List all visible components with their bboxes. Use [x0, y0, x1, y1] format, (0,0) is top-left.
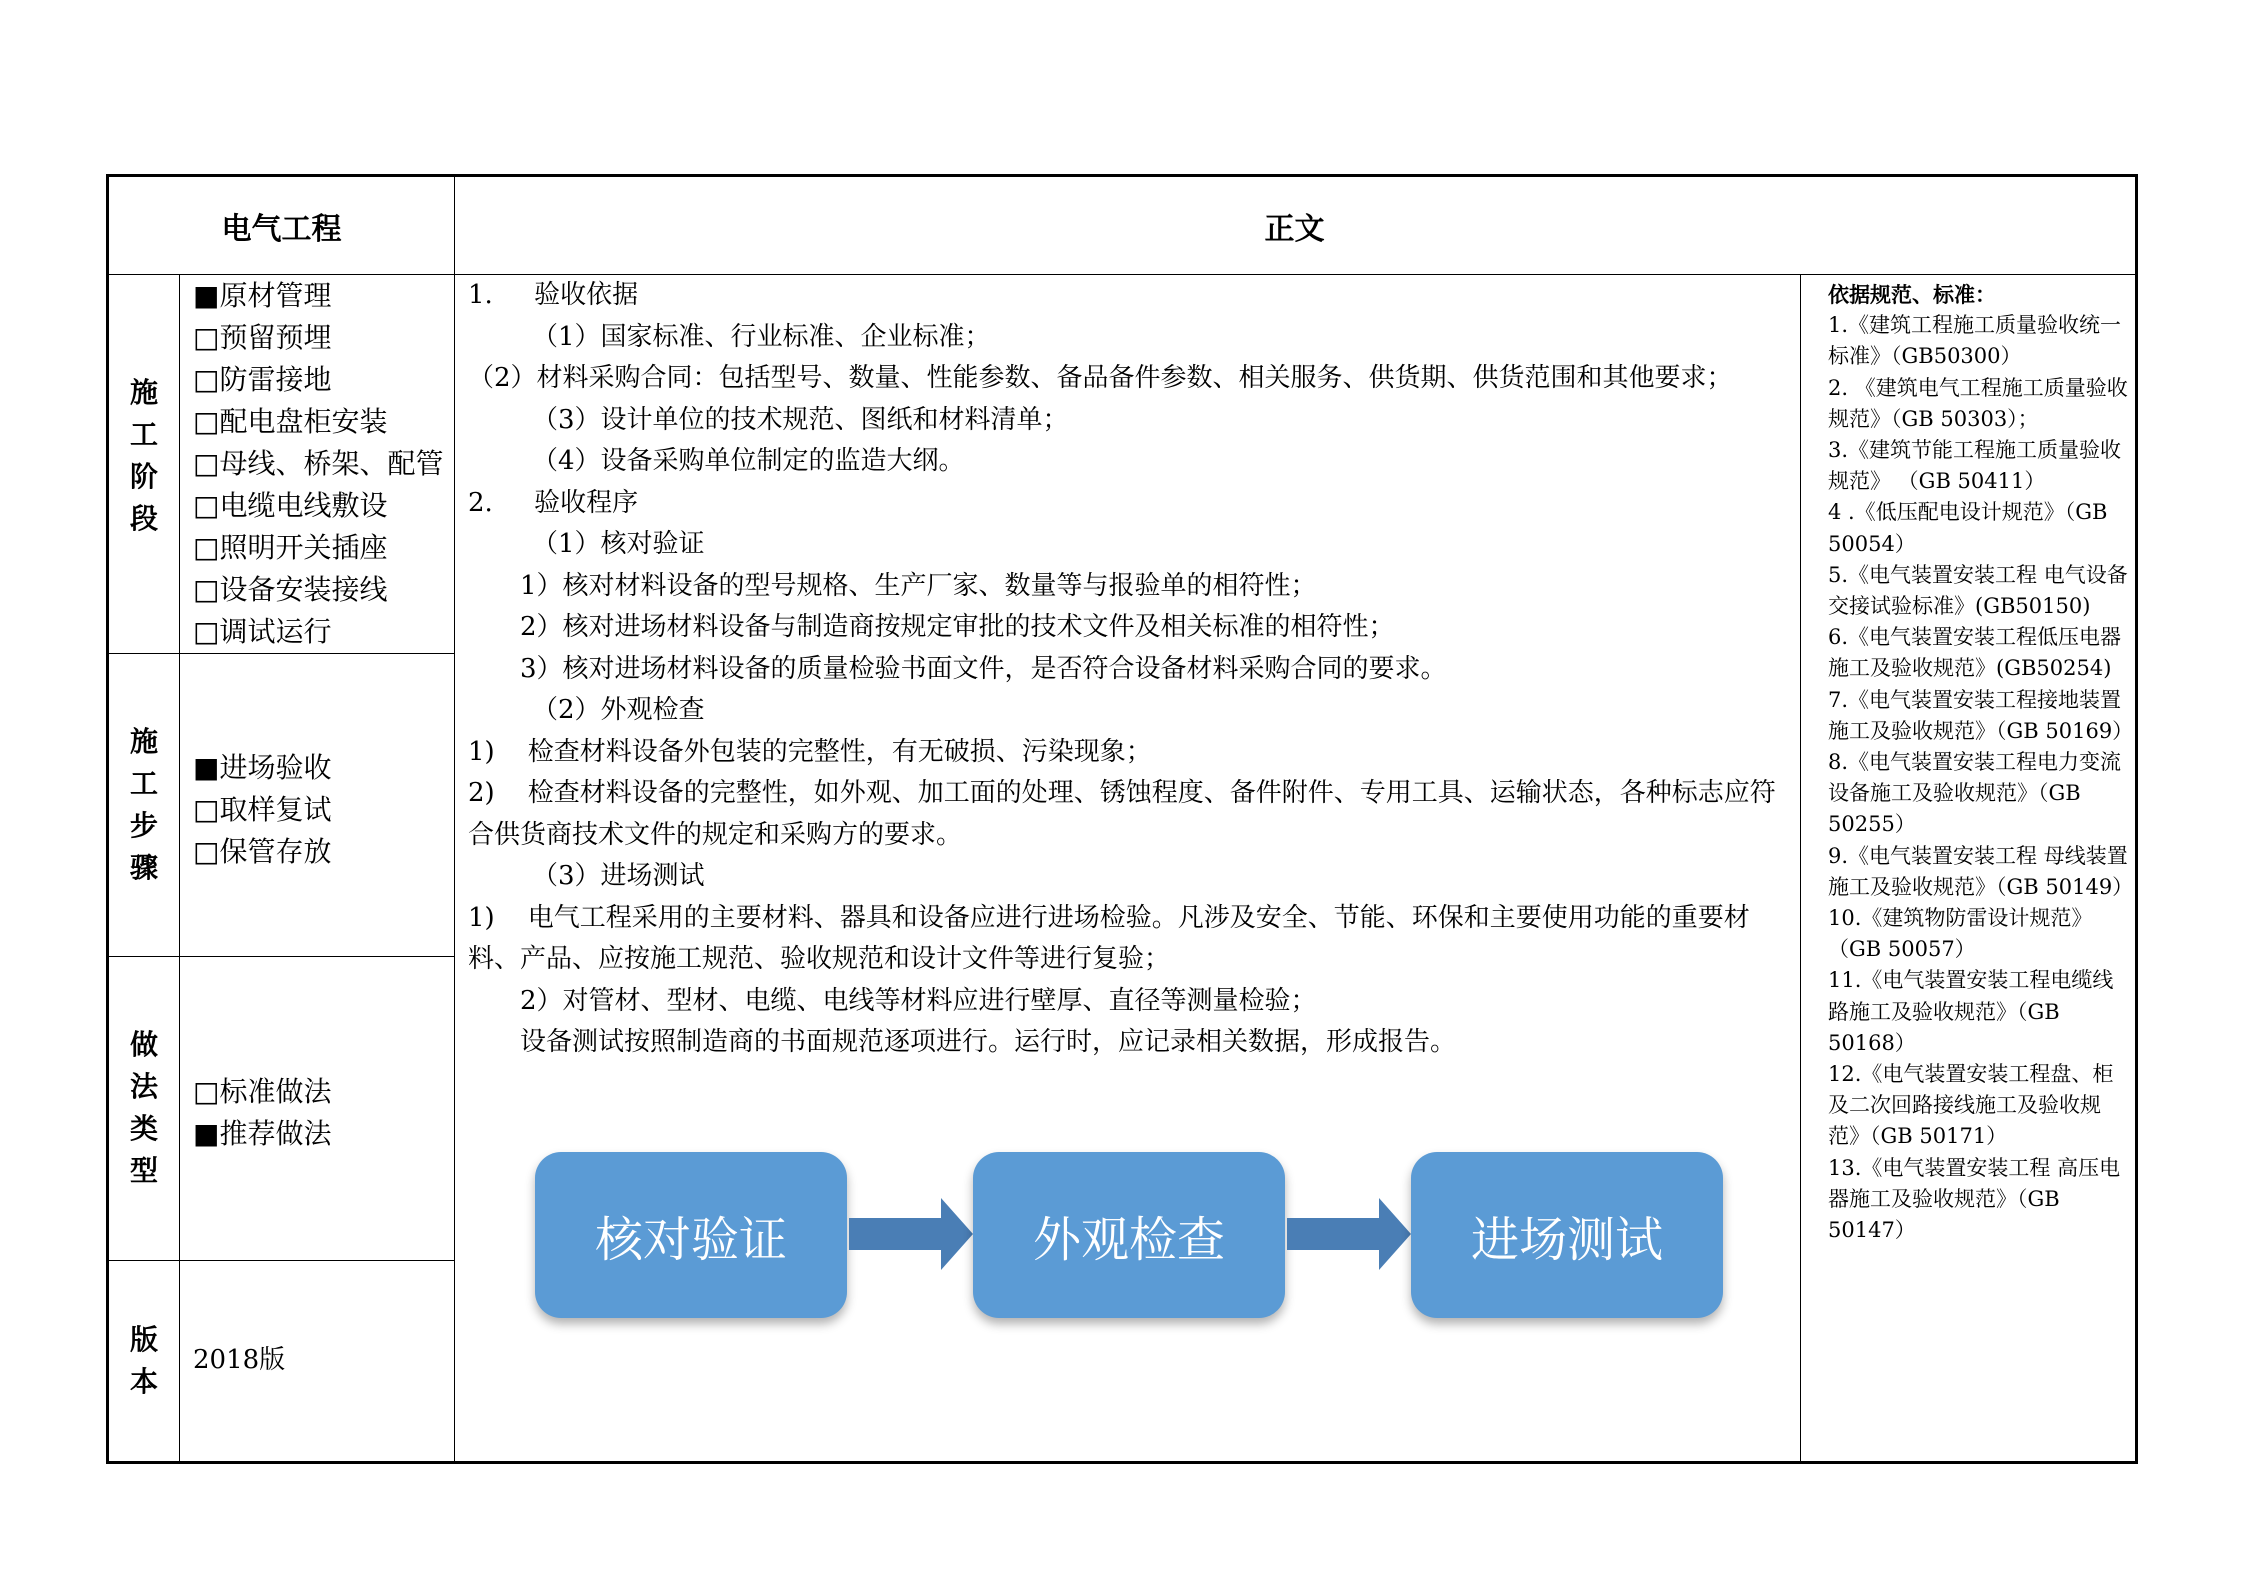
stage-option[interactable]	[193, 401, 443, 443]
option-label: 设备安装接线	[219, 573, 388, 606]
method-label-char: 类	[129, 1112, 158, 1145]
version-label	[109, 1260, 179, 1461]
reference-item: 5.《电气装置安装工程 电气设备交接试验标准》(GB50150)	[1828, 562, 2128, 619]
stage-label-char: 阶	[129, 460, 158, 493]
checkbox-mark: □	[193, 793, 220, 826]
text-line: （3）设计单位的技术规范、图纸和材料清单；	[532, 404, 1069, 435]
stage-options	[193, 275, 443, 653]
left-header-title: 电气工程	[221, 212, 342, 247]
option-label: 推荐做法	[219, 1117, 332, 1150]
stage-option[interactable]	[193, 359, 443, 401]
checkbox-mark: ■	[193, 1117, 220, 1150]
checkbox-mark: □	[193, 573, 220, 606]
text-line: 2）对管材、型材、电缆、电线等材料应进行壁厚、直径等测量检验；	[520, 985, 1317, 1016]
reference-item: 2. 《建筑电气工程施工质量验收规范》（GB 50303）；	[1828, 375, 2128, 431]
checkbox-mark: □	[193, 405, 220, 438]
checkbox-mark: ■	[193, 751, 220, 784]
version-label-char: 版	[129, 1322, 158, 1356]
text-line: （1）国家标准、行业标准、企业标准；	[532, 321, 991, 352]
reference-item: 1.《建筑工程施工质量验收统一标准》（GB50300）	[1828, 313, 2122, 369]
checkbox-mark: □	[193, 447, 220, 480]
column-divider	[454, 177, 455, 1461]
option-label: 预留预埋	[219, 321, 332, 354]
checkbox-mark: □	[193, 835, 220, 868]
text-line: 1）核对材料设备的型号规格、生产厂家、数量等与报验单的相符性；	[520, 570, 1317, 601]
checkbox-mark: □	[193, 1075, 220, 1108]
option-label: 母线、桥架、配管	[219, 447, 444, 480]
checkbox-mark: ■	[193, 279, 220, 312]
main-header-title: 正文	[1264, 212, 1325, 247]
flow-step-test: 进场测试	[1411, 1152, 1723, 1318]
steps-option[interactable]	[193, 747, 331, 789]
option-label: 保管存放	[219, 835, 332, 868]
stage-option[interactable]	[193, 569, 443, 611]
text-line: 3）核对进场材料设备的质量检验书面文件，是否符合设备材料采购合同的要求。	[520, 653, 1447, 684]
steps-option[interactable]	[193, 789, 331, 831]
reference-item: 10.《建筑物防雷设计规范》 （GB 50057）	[1828, 906, 2093, 962]
method-option[interactable]	[193, 1071, 331, 1113]
option-label: 配电盘柜安装	[219, 405, 388, 438]
column-divider	[179, 275, 180, 1461]
section-heading: 2. 验收程序	[468, 487, 639, 518]
method-label-char: 做	[129, 1028, 158, 1061]
checkbox-mark: □	[193, 489, 220, 522]
stage-option[interactable]	[193, 527, 443, 569]
stage-label-char: 工	[129, 418, 158, 451]
reference-item: 8.《电气装置安装工程电力变流设备施工及验收规范》（GB 50255）	[1828, 750, 2122, 837]
stage-label	[109, 275, 179, 653]
section-heading: 1. 验收依据	[468, 280, 639, 310]
reference-item: 9.《电气装置安装工程 母线装置施工及验收规范》（GB 50149）	[1828, 843, 2134, 899]
text-line: 1) 电气工程采用的主要材料、器具和设备应进行进场检验。凡涉及安全、节能、环保和主要使用功能的重要材料、产品、应按施工规范、验收规范和设计文件等进行复验；	[468, 902, 1750, 974]
column-divider	[1800, 275, 1801, 1461]
reference-item: 11.《电气装置安装工程电缆线路施工及验收规范》（GB 50168）	[1828, 968, 2114, 1055]
option-label: 调试运行	[219, 615, 332, 648]
flow-step-verify: 核对验证	[535, 1152, 847, 1318]
checkbox-mark: □	[193, 531, 220, 564]
steps-options	[193, 747, 331, 873]
flow-arrow-right-icon	[849, 1198, 973, 1270]
stage-option[interactable]	[193, 443, 443, 485]
text-line: 1) 检查材料设备外包装的完整性，有无破损、污染现象；	[468, 736, 1152, 767]
option-label: 取样复试	[219, 793, 332, 826]
reference-item: 4 .《低压配电设计规范》（GB 50054）	[1828, 500, 2108, 556]
option-label: 照明开关插座	[219, 531, 388, 564]
stage-option[interactable]	[193, 611, 443, 653]
text-line: （4）设备采购单位制定的监造大纲。	[532, 446, 965, 476]
option-label: 原材管理	[219, 279, 332, 312]
checkbox-mark: □	[193, 615, 220, 648]
option-label: 电缆电线敷设	[219, 489, 388, 522]
main-text	[456, 275, 1796, 1064]
method-label-char: 法	[129, 1070, 158, 1103]
steps-label-char: 施	[129, 724, 158, 758]
stage-label-char: 段	[129, 502, 158, 535]
steps-label-char: 骤	[129, 850, 158, 884]
option-label: 标准做法	[219, 1075, 332, 1108]
text-line: 设备测试按照制造商的书面规范逐项进行。运行时，应记录相关数据，形成报告。	[520, 1027, 1457, 1057]
stage-option[interactable]	[193, 275, 443, 317]
stage-label-char: 施	[129, 376, 158, 409]
checkbox-mark: □	[193, 363, 220, 396]
reference-item: 3.《建筑节能工程施工质量验收规范》 （GB 50411）	[1828, 438, 2122, 494]
method-option[interactable]	[193, 1113, 331, 1155]
method-options	[193, 1071, 331, 1155]
steps-label-char: 工	[129, 766, 158, 800]
text-line: （1）核对验证	[532, 529, 705, 559]
steps-option[interactable]	[193, 831, 331, 873]
stage-option[interactable]	[193, 485, 443, 527]
text-line: 2) 检查材料设备的完整性，如外观、加工面的处理、锈蚀程度、备件附件、专用工具、运输状态，各种标志应符合供货商技术文件的规定和采购方的要求。	[468, 778, 1776, 850]
option-label: 进场验收	[219, 751, 332, 784]
stage-option[interactable]	[193, 317, 443, 359]
reference-list	[1816, 275, 2141, 1250]
reference-item: 7.《电气装置安装工程接地装置施工及验收规范》（GB 50169）	[1828, 687, 2134, 743]
reference-item: 6.《电气装置安装工程低压电器施工及验收规范》(GB50254)	[1828, 625, 2122, 681]
checkbox-mark: □	[193, 321, 220, 354]
method-label-char: 型	[129, 1154, 158, 1187]
text-line: （2）材料采购合同：包括型号、数量、性能参数、备品备件参数、相关服务、供货期、供货范围和其他要求；	[468, 363, 1733, 393]
text-line: （3）进场测试	[532, 861, 705, 891]
reference-item: 12.《电气装置安装工程盘、柜及二次回路接线施工及验收规范》（GB 50171）	[1828, 1062, 2114, 1149]
method-label	[109, 956, 179, 1260]
steps-label	[109, 653, 179, 956]
text-line: （2）外观检查	[532, 695, 705, 725]
text-line: 2）核对进场材料设备与制造商按规定审批的技术文件及相关标准的相符性；	[520, 612, 1395, 642]
reference-title: 依据规范、标准：	[1828, 282, 1996, 307]
flow-step-inspect: 外观检查	[973, 1152, 1285, 1318]
version-value: 2018版	[193, 1345, 286, 1375]
reference-item: 13.《电气装置安装工程 高压电器施工及验收规范》（GB 50147）	[1828, 1155, 2121, 1243]
flow-arrow-right-icon	[1287, 1198, 1411, 1270]
steps-label-char: 步	[129, 808, 158, 842]
version-label-char: 本	[129, 1364, 158, 1398]
option-label: 防雷接地	[219, 363, 332, 396]
